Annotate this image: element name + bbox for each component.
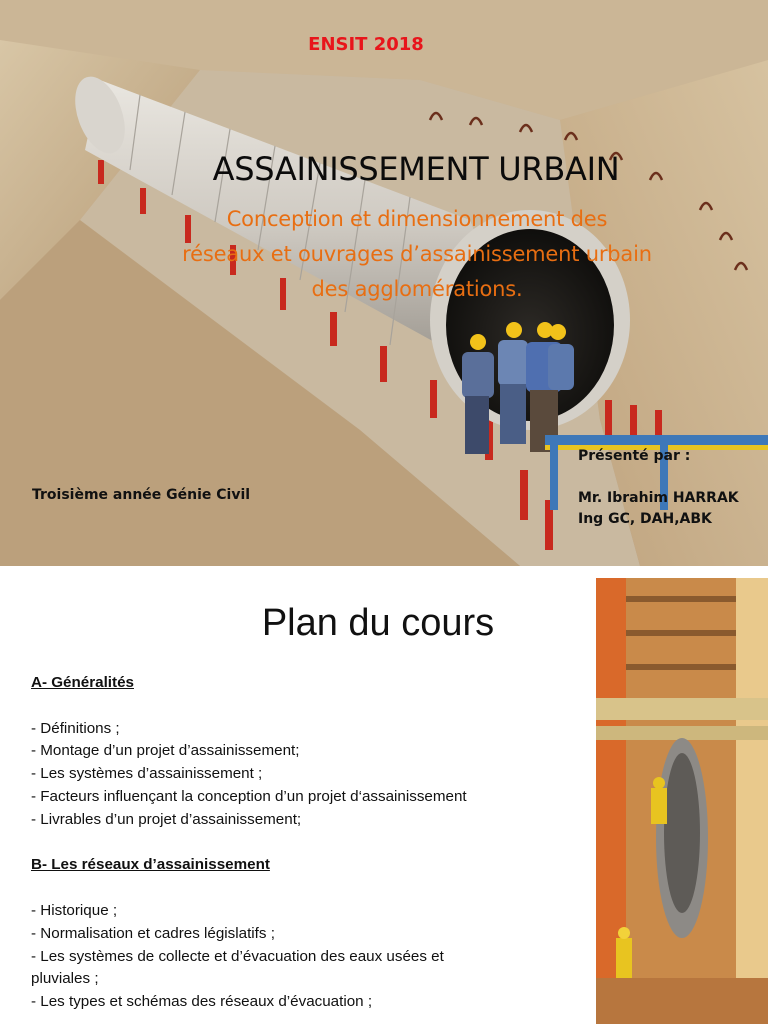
presenter-block xyxy=(578,446,739,530)
list-item: - Montage d’un projet d’assainissement; xyxy=(31,742,300,760)
subtitle-line: Conception et dimensionnement des xyxy=(226,207,608,231)
subtitle-line: des agglomérations. xyxy=(311,277,523,301)
trench-worker-photo xyxy=(596,578,768,1024)
outline-slide xyxy=(0,574,768,1024)
course-outline xyxy=(31,672,591,1014)
list-item: - Facteurs influençant la conception d’un projet d‘assainissement xyxy=(31,787,467,805)
list-item: - Normalisation et cadres législatifs ; xyxy=(31,924,275,942)
institution-label: ENSIT 2018 xyxy=(308,34,424,55)
slide-title: ASSAINISSEMENT URBAIN xyxy=(212,150,620,188)
list-item: - Les systèmes de collecte et d’évacuation des eaux usées et xyxy=(31,947,444,965)
presenter-credentials: Ing GC, DAH,ABK xyxy=(578,511,712,527)
list-item: pluviales ; xyxy=(31,970,99,988)
list-item: - Historique ; xyxy=(31,901,118,919)
presenter-name: Mr. Ibrahim HARRAK xyxy=(578,490,739,506)
audience-label: Troisième année Génie Civil xyxy=(32,487,251,503)
presented-by-label: Présenté par : xyxy=(578,448,691,464)
slide-subtitle xyxy=(130,202,704,307)
subtitle-line: réseaux et ouvrages d’assainissement urbain xyxy=(182,242,652,266)
list-item: - Livrables d’un projet d’assainissement; xyxy=(31,810,302,828)
section-heading: A- Généralités xyxy=(31,674,134,691)
list-item: - Les systèmes d’assainissement ; xyxy=(31,765,263,783)
list-item: - Les types et schémas des réseaux d’évacuation ; xyxy=(31,993,373,1011)
section-heading: B- Les réseaux d’assainissement xyxy=(31,856,270,874)
list-item: - Définitions ; xyxy=(31,719,120,737)
outline-title: Plan du cours xyxy=(261,602,495,644)
